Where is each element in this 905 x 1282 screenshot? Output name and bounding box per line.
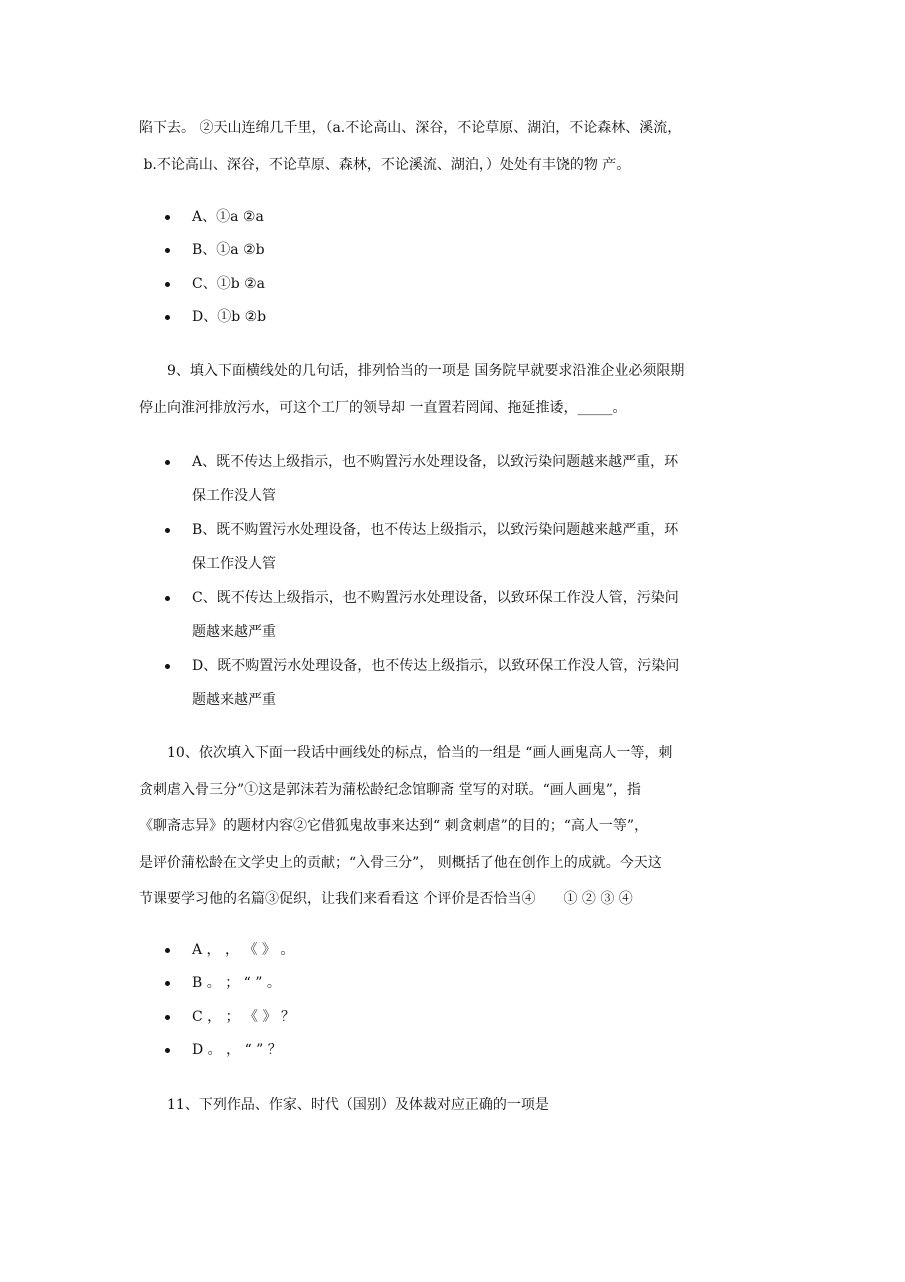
q10-line: 10、依次填入下面一段话中画线处的标点，恰当的一组是 “画人画鬼高人一等，刺 — [167, 745, 673, 761]
option-line: B、既不购置污水处理设备，也不传达上级指示，以致污染问题越来越严重，环 — [192, 522, 679, 538]
option-line: 题越来越严重 — [192, 692, 276, 708]
q8-options — [165, 201, 765, 334]
q11-line: 11、下列作品、作家、时代（国别）及体裁对应正确的一项是 — [167, 1097, 549, 1113]
option-line: A、既不传达上级指示，也不购置污水处理设备，以致污染问题越来越严重，环 — [192, 454, 679, 470]
q8-line: 陷下去。 ②天山连绵几千里，（a.不论高山、深谷，不论草原、湖泊，不论森林、溪流， — [139, 120, 682, 136]
q9-line: 9、填入下面横线处的几句话，排列恰当的一项是 国务院早就要求沿淮企业必须限期 — [167, 363, 685, 379]
q10-line: 《聊斋志异》的题材内容②它借狐鬼故事来达到“ 刺贪刺虐”的目的；“高人一等”， — [139, 818, 649, 834]
option-item[interactable]: D 。 ， “ ” ？ — [165, 1034, 765, 1067]
option-line: D、既不购置污水处理设备，也不传达上级指示，以致环保工作没人管，污染问 — [192, 658, 680, 674]
option-line: 保工作没人管 — [192, 556, 276, 572]
option-item[interactable] — [165, 581, 765, 649]
option-item[interactable] — [165, 445, 765, 513]
option-item[interactable]: B 。 ； “ ” 。 — [165, 967, 765, 1000]
option-item[interactable]: C ， ； 《 》 ？ — [165, 1001, 765, 1034]
q10-line: 是评价蒲松龄在文学史上的贡献；“入骨三分”， 则概括了他在创作上的成就。今天这 — [139, 854, 662, 871]
option-line: 题越来越严重 — [192, 624, 276, 640]
q9-text — [139, 353, 779, 426]
option-item[interactable]: A、①a ②a — [165, 201, 765, 234]
q9-line: 停止向淮河排放污水，可这个工厂的领导却 一直置若罔闻、拖延推诿，_____。 — [139, 399, 627, 416]
q10-line: 贪刺虐入骨三分”①这是郭沫若为蒲松龄纪念馆聊斋 堂写的对联。“画人画鬼”，指 — [139, 781, 641, 798]
option-item[interactable] — [165, 513, 765, 581]
option-line: C、既不传达上级指示，也不购置污水处理设备，以致环保工作没人管，污染问 — [192, 590, 679, 606]
option-item[interactable]: B、①a ②b — [165, 234, 765, 267]
option-item[interactable]: A ， ， 《 》 。 — [165, 934, 765, 967]
option-item[interactable]: D、①b ②b — [165, 301, 765, 334]
q8-line: b.不论高山、深谷，不论草原、森林，不论溪流、湖泊，）处处有丰饶的物 产。 — [139, 156, 631, 173]
option-item[interactable]: C、①b ②a — [165, 268, 765, 301]
q10-line: 节课要学习他的名篇③促织，让我们来看看这 个评价是否恰当④ ① ② ③ ④ — [139, 891, 633, 907]
option-line: 保工作没人管 — [192, 488, 276, 504]
q9-options — [165, 445, 765, 717]
q11-text — [139, 1087, 779, 1124]
q10-text — [139, 735, 779, 918]
option-item[interactable] — [165, 649, 765, 717]
q8-text — [139, 110, 779, 183]
q10-options — [165, 934, 765, 1067]
